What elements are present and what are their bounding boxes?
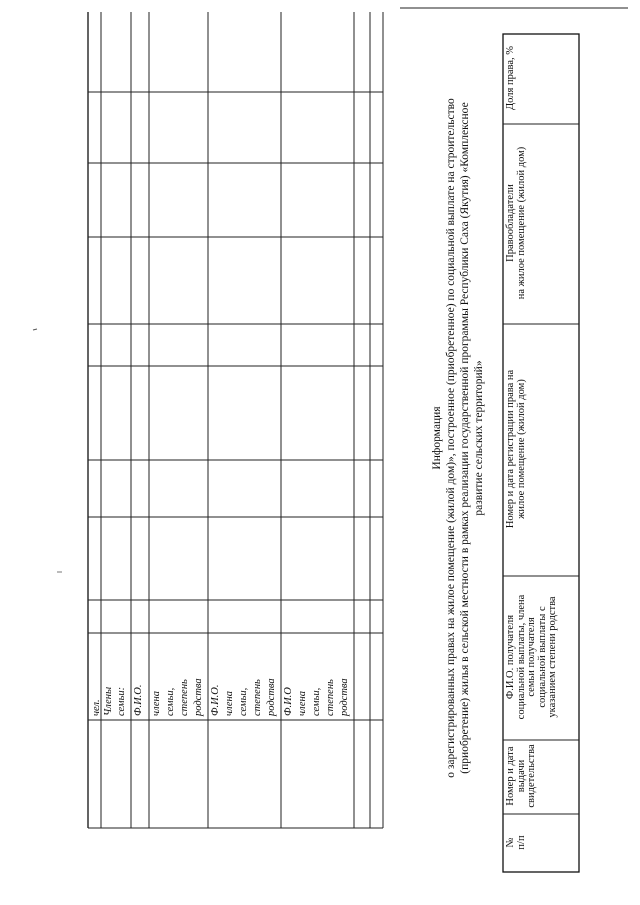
row-label: степень bbox=[252, 679, 263, 716]
header-fio-line: Ф.И.О. получателя bbox=[505, 614, 516, 700]
header-owners bbox=[506, 124, 580, 322]
header-fio-line: указанием степени родства bbox=[547, 596, 558, 718]
header-cert-line: свидетельства bbox=[526, 744, 537, 808]
row-label: семьи, bbox=[165, 687, 176, 716]
row-label: родства bbox=[266, 678, 277, 716]
row-label: семьи: bbox=[116, 686, 127, 716]
info-line-3: развитие сельских территорий» bbox=[473, 360, 485, 516]
header-fio-line: социальной выплаты, члена bbox=[515, 594, 527, 720]
row-label: семьи, bbox=[238, 687, 249, 716]
header-cert-line: выдачи bbox=[515, 759, 527, 793]
header-certificate bbox=[506, 740, 580, 812]
info-title: Информация bbox=[431, 406, 443, 470]
header-fio-line: семьи получателя bbox=[526, 617, 537, 697]
row-label: Члены bbox=[103, 686, 114, 716]
row-label: родства bbox=[193, 678, 204, 716]
header-owners-line: на жилое помещение (жилой дом) bbox=[515, 146, 527, 300]
header-registration bbox=[506, 324, 580, 574]
header-fio-line: социальной выплаты с bbox=[536, 606, 548, 708]
header-reg-line: Номер и дата регистрации права на bbox=[505, 369, 516, 529]
header-num-line: п/п bbox=[515, 835, 527, 850]
row-label: Ф.И.О bbox=[283, 687, 294, 716]
row-label: чел. bbox=[91, 699, 102, 716]
row-label: члена bbox=[151, 691, 162, 716]
row-label: семьи, bbox=[311, 687, 322, 716]
header-cert-line: Номер и дата bbox=[505, 746, 516, 806]
row-label: степень bbox=[325, 679, 336, 716]
header-num bbox=[506, 815, 580, 870]
row-label: Ф.И.О. bbox=[210, 684, 221, 716]
header-recipient bbox=[506, 576, 580, 738]
header-num-line: № bbox=[505, 837, 516, 848]
header-reg-line: жилое помещение (жилой дом) bbox=[515, 379, 527, 519]
info-block bbox=[430, 20, 486, 856]
header-owners-line: Правообладатели bbox=[505, 184, 516, 262]
header-share-line: Доля права, % bbox=[505, 46, 516, 110]
row-label: члена bbox=[297, 691, 308, 716]
row-label: Ф.И.О. bbox=[133, 684, 144, 716]
row-label: члена bbox=[224, 691, 235, 716]
row-label: родства bbox=[339, 678, 350, 716]
info-line-2: (приобретение) жилья в сельской местности в рамках реализации государственной программы Республики Саха (Якутия) «Комплексное bbox=[459, 102, 471, 774]
info-line-1: о зарегистрированных правах на жилое помещение (жилой дом)», построенное (приобретенное) по социальной выплате на строительство bbox=[445, 98, 457, 778]
header-share bbox=[506, 34, 580, 122]
row-label: степень bbox=[179, 679, 190, 716]
